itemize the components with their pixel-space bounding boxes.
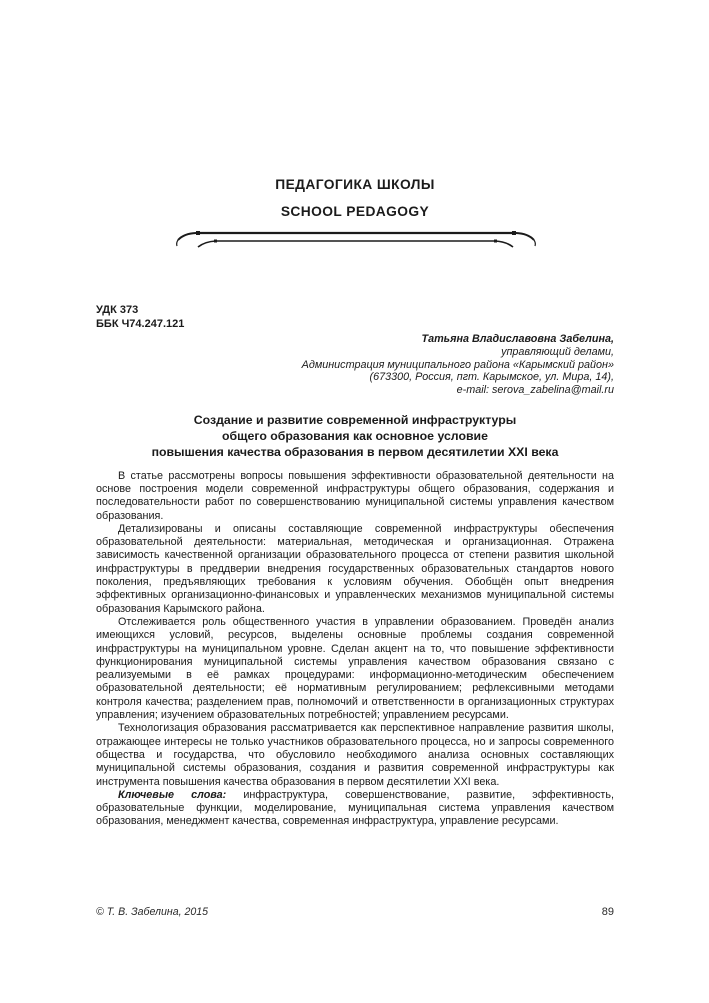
author-affiliation: Администрация муниципального района «Карымский район»: [301, 358, 614, 371]
article-title-line-3: повышения качества образования в первом десятилетии XXI века: [151, 444, 559, 459]
swash-rule-ornament-icon: [163, 226, 548, 250]
keywords-text: инфраструктура, совершенствование, развитие, эффективность, образовательные функции, моделирование, муниципальная система управления качеством образования, менеджмент качества, современная инфраструктура, управление ресурсами.: [96, 788, 614, 828]
abstract-paragraph: Технологизация образования рассматривается как перспективное направление развития школы, отражающее интересы не только участников образовательного процесса, но и запросы современного общества и государства, что обусловило необходимого анализа основных составляющих муниципальной системы образования, создания и развития современной инфраструктуры как инструмента повышения качества образования в первом десятилетии XXI века.: [96, 722, 614, 788]
classification-codes: [96, 304, 614, 331]
section-title-russian: ПЕДАГОГИКА ШКОЛЫ: [275, 177, 435, 192]
keywords-label: Ключевые слова:: [118, 788, 227, 801]
author-name: Татьяна Владиславовна Забелина,: [421, 333, 614, 346]
keywords-paragraph: [96, 789, 614, 829]
abstract-paragraph: В статье рассмотрены вопросы повышения эффективности образовательной деятельности на основе построения модели современной инфраструктуры общего образования, содержания и последовательности работ по совершенствованию муниципальной системы управления качеством образования.: [96, 469, 614, 522]
section-divider: [96, 226, 614, 255]
page-footer: [96, 906, 614, 918]
abstract: [96, 470, 614, 829]
abstract-paragraph: Отслеживается роль общественного участия в управлении образованием. Проведён анализ имеющихся условий, ресурсов, выделены основные проблемы создания современной инфраструктуры на муниципальном уровне. Сделан акцент на то, что повышение эффективности функционирования муниципальной системы управления качеством образования связано с реализуемыми в её рамках процедурами: информационно-методическим обеспечением образовательной деятельности; её нормативным регулированием; рефлексивными методами контроля качества; разделением прав, полномочий и ответственности в организационных структурах управления; изучением образовательных потребностей; управлением ресурсами.: [96, 615, 614, 722]
abstract-paragraph: Детализированы и описаны составляющие современной инфраструктуры обеспечения образовательной деятельности: материальная, методическая и организационная. Отражена зависимость качественной организации образовательного процесса от степени развития школьной инфраструктуры в преддверии внедрения государственных образовательных стандартов нового поколения, предъявляющих требования к условиям обучения. Обобщён опыт внедрения эффективных организационно-финансовых и управленческих механизмов муниципальной системы образования Карымского района.: [96, 522, 614, 615]
article-title-line-2: общего образования как основное условие: [222, 428, 488, 443]
author-address: (673300, Россия, пгт. Карымское, ул. Мира, 14),: [369, 371, 614, 384]
article-title: [96, 412, 614, 460]
author-block: [96, 333, 614, 397]
author-email: e-mail: serova_zabelina@mail.ru: [456, 384, 614, 396]
copyright-notice: © Т. В. Забелина, 2015: [96, 906, 209, 918]
article-title-line-1: Создание и развитие современной инфраструктуры: [193, 412, 517, 427]
author-role: управляющий делами,: [501, 345, 614, 358]
udk-code: УДК 373: [96, 304, 139, 316]
page-number: 89: [601, 906, 614, 918]
section-header: [96, 0, 614, 219]
bbk-code: ББК Ч74.247.121: [96, 317, 185, 330]
section-title-english: SCHOOL PEDAGOGY: [280, 204, 430, 219]
